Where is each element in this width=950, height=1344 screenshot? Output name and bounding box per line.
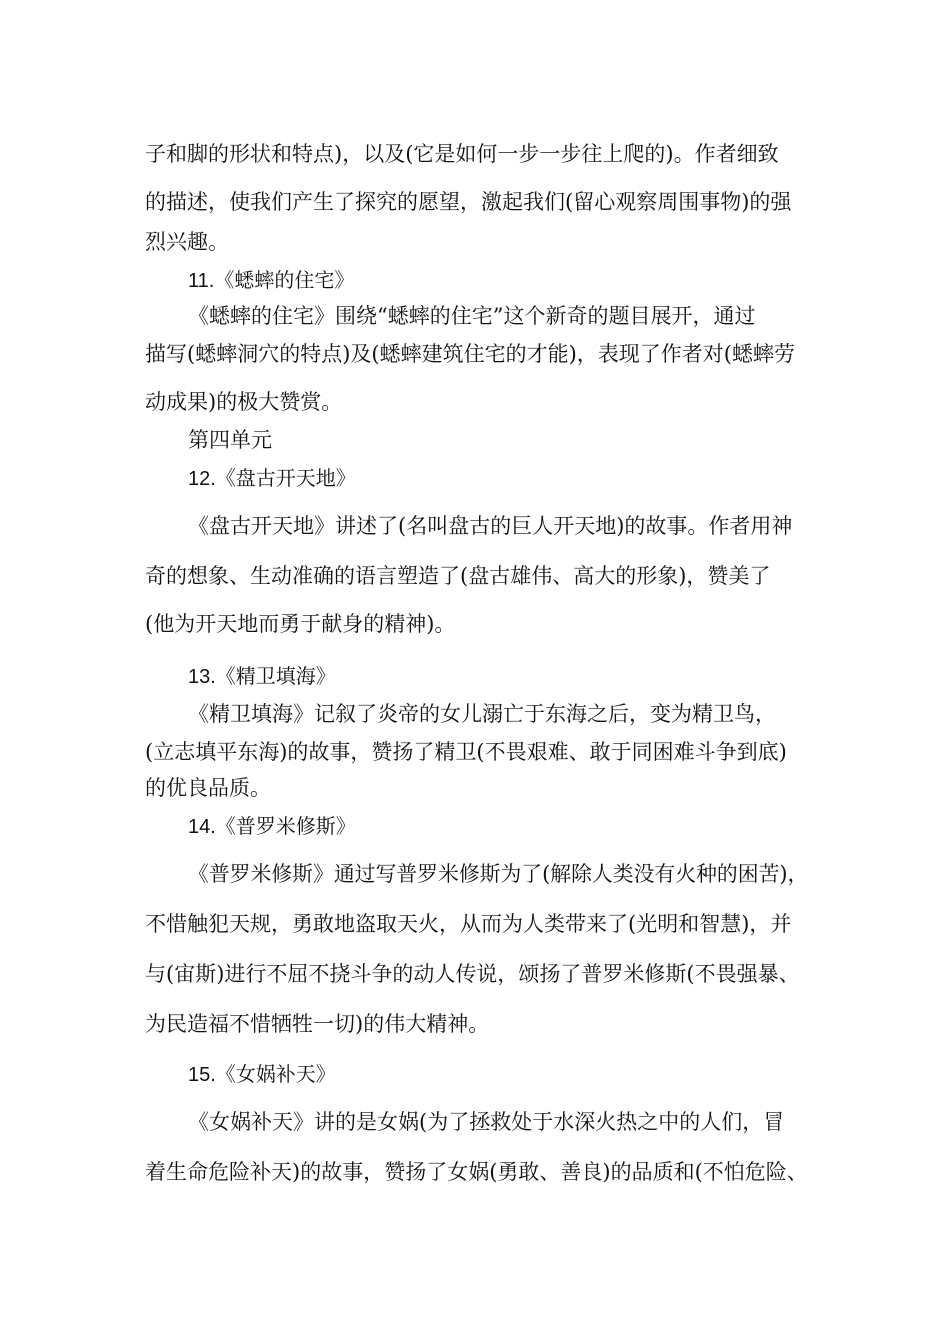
text-line: 的优良品质。 [145, 776, 271, 800]
text-line: 与(宙斯)进行不屈不挠斗争的动人传说，颂扬了普罗米修斯(不畏强暴、 [145, 962, 800, 986]
text-line: 奇的想象、生动准确的语言塑造了(盘古雄伟、高大的形象)，赞美了 [145, 564, 771, 588]
section-heading: 12.《盘古开天地》 [188, 468, 356, 490]
text-line: 的描述，使我们产生了探究的愿望，激起我们(留心观察周围事物)的强 [145, 190, 792, 214]
text-line: 《女娲补天》讲的是女娲(为了拯救处于水深火热之中的人们，冒 [188, 1110, 785, 1134]
text-line: 不惜触犯天规，勇敢地盗取天火，从而为人类带来了(光明和智慧)，并 [145, 912, 792, 936]
section-heading: 13.《精卫填海》 [188, 666, 336, 688]
text-line: 《普罗米修斯》通过写普罗米修斯为了(解除人类没有火种的困苦)， [188, 862, 809, 886]
section-heading: 15.《女娲补天》 [188, 1064, 336, 1086]
section-heading: 14.《普罗米修斯》 [188, 816, 356, 838]
text-line: 烈兴趣。 [145, 230, 229, 254]
text-line: (立志填平东海)的故事，赞扬了精卫(不畏艰难、敢于同困难斗争到底) [145, 740, 787, 764]
text-line: 着生命危险补天)的故事，赞扬了女娲(勇敢、善良)的品质和(不怕危险、 [145, 1160, 808, 1184]
text-line: 《蟋蟀的住宅》围绕“蟋蟀的住宅”这个新奇的题目展开，通过 [188, 304, 756, 328]
text-line: 子和脚的形状和特点)，以及(它是如何一步一步往上爬的)。作者细致 [145, 142, 779, 166]
section-heading: 11.《蟋蟀的住宅》 [188, 270, 355, 292]
text-line: 为民造福不惜牺牲一切)的伟大精神。 [145, 1012, 490, 1036]
text-line: 《盘古开天地》讲述了(名叫盘古的巨人开天地)的故事。作者用神 [188, 514, 793, 538]
text-line: 动成果)的极大赞赏。 [145, 390, 343, 414]
text-line: 描写(蟋蟀洞穴的特点)及(蟋蟀建筑住宅的才能)，表现了作者对(蟋蟀劳 [145, 342, 795, 366]
unit-heading: 第四单元 [188, 428, 272, 452]
text-line: 《精卫填海》记叙了炎帝的女儿溺亡于东海之后，变为精卫鸟， [188, 702, 776, 726]
text-line: (他为开天地而勇于献身的精神)。 [145, 612, 456, 636]
